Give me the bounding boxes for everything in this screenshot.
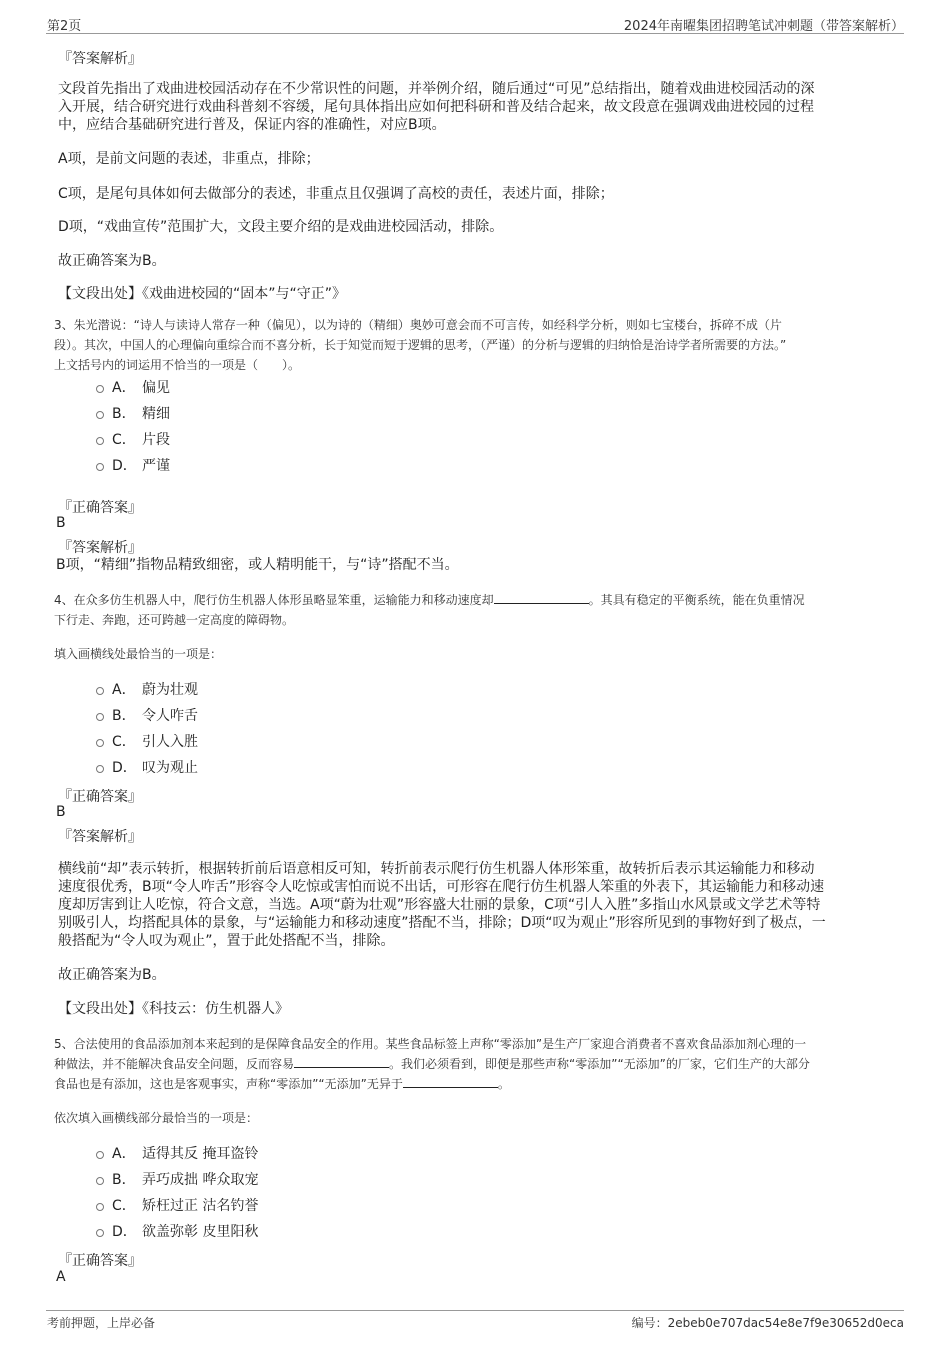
fill-blank <box>294 1055 389 1068</box>
option-b[interactable]: B． 弄巧成拙 哗众取宠 <box>96 1169 258 1189</box>
radio-icon[interactable] <box>96 1151 104 1159</box>
analysis-line: 文段首先指出了戏曲进校园活动存在不少常识性的问题，并举例介绍，随后通过“可见”总结指出，随着戏曲进校园活动的深 <box>58 81 815 97</box>
analysis-line: 度却厉害到让人吃惊，符合文意，当选。A项“蔚为壮观”形容盛大壮丽的景象，C项“引人入胜”多指山水风景或文学艺术等特 <box>58 897 821 913</box>
question-4-stem: 下行走、奔跑，还可跨越一定高度的障碍物。 <box>54 613 295 627</box>
conclusion: 故正确答案为B。 <box>58 967 166 983</box>
analysis-line: 速度很优秀，B项“令人咋舌”形容令人吃惊或害怕而说不出话，可形容在爬行仿生机器人笨重的外表下，其运输能力和移动速 <box>58 879 825 895</box>
radio-icon[interactable] <box>96 713 104 721</box>
option-c-note: C项，是尾句具体如何去做部分的表述，非重点且仅强调了高校的责任，表述片面，排除； <box>58 186 614 202</box>
question-4-prompt: 填入画横线处最恰当的一项是： <box>54 647 223 661</box>
answer-analysis-label: 『答案解析』 <box>58 51 142 67</box>
question-3-stem: 3、朱光潜说：“诗人与读诗人常存一种（偏见），以为诗的（精细）奥妙可意会而不可言传，如经科学分析，则如七宝楼台，拆碎不成（片 <box>54 318 782 332</box>
analysis-line: 中，应结合基础研究进行普及，保证内容的准确性，对应B项。 <box>58 117 446 133</box>
option-c[interactable]: C． 矫枉过正 沽名钓誉 <box>96 1195 258 1215</box>
radio-icon[interactable] <box>96 411 104 419</box>
option-c[interactable]: C． 引人入胜 <box>96 731 198 751</box>
radio-icon[interactable] <box>96 437 104 445</box>
correct-answer: B <box>56 804 66 820</box>
correct-answer: A <box>56 1269 66 1285</box>
answer-analysis-label: 『答案解析』 <box>58 540 142 556</box>
radio-icon[interactable] <box>96 1203 104 1211</box>
question-3-stem: 上文括号内的词运用不恰当的一项是（ ）。 <box>54 358 301 372</box>
source-citation: 【文段出处】《科技云：仿生机器人》 <box>58 1001 289 1017</box>
option-a-note: A项，是前文问题的表述，非重点，排除； <box>58 151 320 167</box>
footer-slogan: 考前押题，上岸必备 <box>47 1316 156 1330</box>
question-4-stem: 4、在众多仿生机器人中，爬行仿生机器人体形虽略显笨重，运输能力和移动速度却 。其具有稳定的平衡系统，能在负重情况 <box>54 593 805 607</box>
analysis-line: 入开展，结合研究进行戏曲科普刻不容缓，尾句具体指出应如何把科研和普及结合起来，故文段意在强调戏曲进校园的过程 <box>58 99 814 115</box>
option-c[interactable]: C． 片段 <box>96 429 170 449</box>
radio-icon[interactable] <box>96 765 104 773</box>
analysis-line: 般搭配为“令人叹为观止”，置于此处搭配不当，排除。 <box>58 933 395 949</box>
question-5-stem: 种做法，并不能解决食品安全问题，反而容易 。我们必须看到，即便是那些声称“零添加”“无添加”的厂家，它们生产的大部分 <box>54 1057 810 1071</box>
fill-blank <box>403 1075 498 1088</box>
option-b[interactable]: B． 令人咋舌 <box>96 705 198 725</box>
document-id: 编号：2ebeb0e707dac54e8e7f9e30652d0eca <box>631 1316 904 1330</box>
option-a[interactable]: A． 适得其反 掩耳盗铃 <box>96 1143 258 1163</box>
question-5-prompt: 依次填入画横线部分最恰当的一项是： <box>54 1111 259 1125</box>
analysis-line: 横线前“却”表示转折，根据转折前后语意相反可知，转折前表示爬行仿生机器人体形笨重，故转折后表示其运输能力和移动 <box>58 861 815 877</box>
analysis-line: 别吸引人，均搭配具体的景象，与“运输能力和移动速度”搭配不当，排除；D项“叹为观止”形容所见到的事物好到了极点，一 <box>58 915 826 931</box>
option-a[interactable]: A． 蔚为壮观 <box>96 679 198 699</box>
question-3-stem: 段）。其次，中国人的心理偏向重综合而不喜分析，长于知觉而短于逻辑的思考，（严谨）的分析与逻辑的归纳恰是治诗学者所需要的方法。” <box>54 338 787 352</box>
option-b[interactable]: B． 精细 <box>96 403 170 423</box>
source-citation: 【文段出处】《戏曲进校园的“固本”与“守正”》 <box>58 286 347 302</box>
correct-answer: B <box>56 515 66 531</box>
conclusion: 故正确答案为B。 <box>58 253 166 269</box>
option-d-note: D项，“戏曲宣传”范围扩大，文段主要介绍的是戏曲进校园活动，排除。 <box>58 219 504 235</box>
document-title: 2024年南曜集团招聘笔试冲刺题（带答案解析） <box>623 19 904 34</box>
radio-icon[interactable] <box>96 385 104 393</box>
question-5-stem: 5、合法使用的食品添加剂本来起到的是保障食品安全的作用。某些食品标签上声称“零添加”是生产厂家迎合消费者不喜欢食品添加剂心理的一 <box>54 1037 807 1051</box>
correct-answer-label: 『正确答案』 <box>58 789 142 805</box>
footer-divider <box>46 1310 904 1311</box>
header-divider <box>46 33 904 34</box>
answer-analysis-label: 『答案解析』 <box>58 829 142 845</box>
question-5-stem: 食品也是有添加，这也是客观事实，声称“零添加”“无添加”无异于 。 <box>54 1077 510 1091</box>
radio-icon[interactable] <box>96 463 104 471</box>
option-d[interactable]: D． 严谨 <box>96 455 170 475</box>
correct-answer-label: 『正确答案』 <box>58 1253 142 1269</box>
radio-icon[interactable] <box>96 1177 104 1185</box>
radio-icon[interactable] <box>96 687 104 695</box>
option-d[interactable]: D． 叹为观止 <box>96 757 198 777</box>
analysis-line: B项，“精细”指物品精致细密，或人精明能干，与“诗”搭配不当。 <box>56 557 459 573</box>
radio-icon[interactable] <box>96 1229 104 1237</box>
option-d[interactable]: D． 欲盖弥彰 皮里阳秋 <box>96 1221 258 1241</box>
correct-answer-label: 『正确答案』 <box>58 500 142 516</box>
radio-icon[interactable] <box>96 739 104 747</box>
fill-blank <box>494 591 589 604</box>
option-a[interactable]: A． 偏见 <box>96 377 170 397</box>
page-number: 第2页 <box>47 19 82 34</box>
